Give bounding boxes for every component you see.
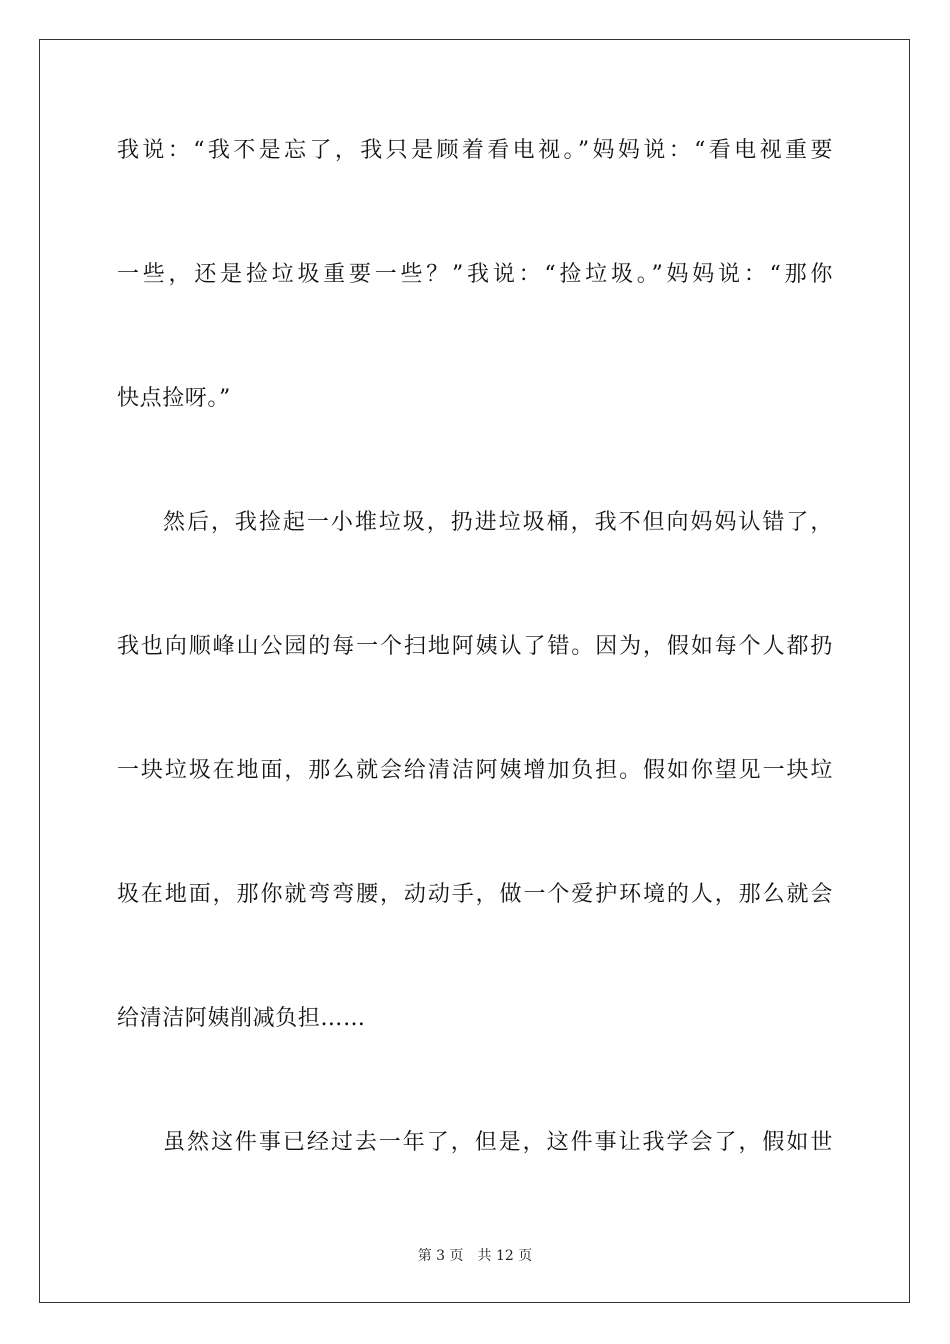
page-footer [0, 1247, 950, 1265]
text-line: 我也向顺峰山公园的每一个扫地阿姨认了错。因为，假如每个人都扔 [117, 634, 833, 659]
page-total: 共 12 页 [477, 1248, 533, 1264]
text-line: 圾在地面，那你就弯弯腰，动动手，做一个爱护环境的人，那么就会 [117, 882, 833, 907]
text-line: 虽然这件事已经过去一年了，但是，这件事让我学会了，假如世 [163, 1130, 833, 1155]
page-border [39, 39, 910, 1303]
text-line: 我说：“我不是忘了，我只是顾着看电视。”妈妈说：“看电视重要 [117, 138, 833, 163]
text-line: 给清洁阿姨削减负担…… [117, 1006, 366, 1031]
text-line: 一块垃圾在地面，那么就会给清洁阿姨增加负担。假如你望见一块垃 [117, 758, 833, 783]
text-line: 快点捡呀。” [117, 386, 231, 411]
text-line: 一些，还是捡垃圾重要一些？”我说：“捡垃圾。”妈妈说：“那你 [117, 262, 833, 287]
page-number: 第 3 页 [417, 1248, 464, 1264]
text-line: 然后，我捡起一小堆垃圾，扔进垃圾桶，我不但向妈妈认错了， [163, 510, 833, 535]
